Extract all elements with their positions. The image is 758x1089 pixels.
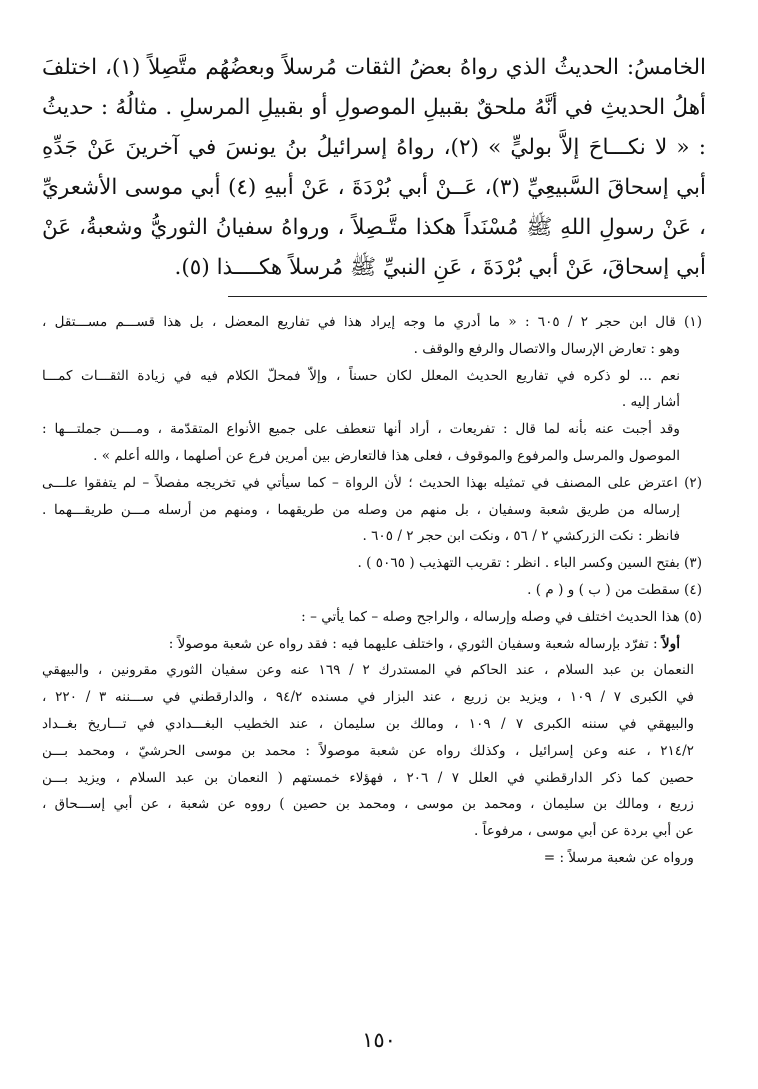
footnote-line: عن أبي بردة عن أبي موسى ، مرفوعاً . [473, 823, 694, 840]
footnote-line: إرساله من طريق شعبة وسفيان ، بل منهم من وصله من طريقهما ، ومنهم من أرسله مـــن طريقـــهما . [42, 501, 680, 518]
footnote-line: (٤) سقطت من ( ب ) و ( م ) . [527, 581, 702, 598]
main-text-body [42, 48, 706, 288]
footnote-line: النعمان بن عبد السلام ، عند الحاكم في المستدرك ٢ / ١٦٩ عنه وعن سفيان الثوري مقرونين ، والبيهقي [42, 662, 694, 679]
footnote-line: والبيهقي في سننه الكبرى ٧ / ١٠٩ ، ومالك بن سليمان ، عند الخطيب البغـــدادي في تـــاريخ بغــداد [42, 715, 695, 732]
footnote-line: الموصول والمرسل والمرفوع والموقوف ، فعلى هذا فالتعارض بين أمرين فرع عن أصلهما ، والله أعلم » . [93, 447, 680, 464]
main-line: الخامسُ: الحديثُ الذي رواهُ بعضُ الثقات مُرسلاً وبعضُهُم متَّصِلاً (١)، اختلفَ أهلُ [42, 55, 706, 120]
footnote-bold-label: أولاً [661, 635, 680, 652]
footnote-line-bold-prefix [42, 631, 702, 658]
footnote-line: (١) قال ابن حجر ٢ / ٦٠٥ : « ما أدري ما وجه إيراد هذا في تفاريع المعضل ، بل هذا قســـم مســـتقل ، [42, 314, 702, 330]
footnote-line: نعم ... لو ذكره في تفاريع الحديث المعلل لكان حسناً ، وإلاّ فمحلّ الكلام فيه في زيادة الثقـــات كمـــا [42, 367, 680, 384]
footnote-line: أشار إليه . [621, 394, 680, 411]
footnote-line: في الكبرى ٧ / ١٠٩ ، ويزيد بن زريع ، عند البزار في مسنده ٩٤/٢ ، والدارقطني في ســـننه ٣ / ٢٢٠ ، [42, 689, 694, 706]
page-number: ١٥٠ [362, 1028, 396, 1052]
footnote-line: فانظر : نكت الزركشي ٢ / ٥٦ ، ونكت ابن حجر ٢ / ٦٠٥ . [362, 528, 680, 545]
footnote-separator [228, 296, 707, 297]
main-line: سفيانُ الثوريُّ وشعبةُ، عَنْ أبي إسحاقَ، عَنْ أبي بُرْدَةَ ، عَنِ النبيِّ ﷺ مُرسلاً هكــــذا (٥). [42, 215, 706, 280]
footnote-line: وقد أجبت عنه بأنه لما قال : تفريعات ، أراد أنها تنعطف على جميع الأنواع المتقدّمة ، ومــــن جملتـــها : [42, 421, 680, 438]
footnote-line: (٥) هذا الحديث اختلف في وصله وإرساله ، والراجح وصله – كما يأتي – : [301, 608, 702, 625]
footnote-line-rest: : تفرّد بإرساله شعبة وسفيان الثوري ، واختلف عليهما فيه : فقد رواه عن شعبة موصولاً : [168, 635, 662, 652]
main-line: بوليٍّ » (٢)، رواهُ إسرائيلُ بنُ يونسَ في آخرينَ عَنْ جَدِّهِ أبي إسحاقَ السَّبيعِيِّ (٣)، عَــنْ أبي [42, 135, 706, 200]
main-line: الحديثِ في أنَّهُ ملحقٌ بقبيلِ الموصولِ أو بقبيلِ المرسلِ . مثالُهُ : حديثُ : « لا نكـــاحَ إلاَّ [42, 95, 706, 160]
main-line: بُرْدَةَ ، عَنْ أبيهِ (٤) أبي موسى الأشعريِّ ، عَنْ رسولِ اللهِ ﷺ مُسْنَداً هكذا متَّـصِلاً ، ورواهُ [42, 175, 706, 240]
footnote-line: (٣) بفتح السين وكسر الباء . انظر : تقريب التهذيب ( ٥٠٦٥ ) . [357, 555, 702, 572]
footnote-line: ٢١٤/٢ ، عنه وعن إسرائيل ، وكذلك رواه عن شعبة موصولاً : محمد بن موسى الحرشيّ ، ومحمد بـــن [42, 742, 694, 759]
footnote-line: زريع ، ومالك بن سليمان ، ومحمد بن موسى ، ومحمد بن حصين ) رووه عن شعبة ، عن أبي إســـحاق ، [42, 796, 694, 813]
footnote-line: (٢) اعترض على المصنف في تمثيله بهذا الحديث ؛ لأن الرواة – كما سيأتي في تخريجه مفصلاً – لم يتفقوا علـــى [42, 474, 702, 491]
footnotes [42, 309, 702, 872]
main-text [42, 48, 706, 288]
footnote-line: ورواه عن شعبة مرسلاً : = [543, 849, 694, 866]
footnote-line: وهو : تعارض الإرسال والاتصال والرفع والوقف . [413, 340, 680, 357]
footnote-line: حصين كما ذكر الدارقطني في العلل ٧ / ٢٠٦ ، فهؤلاء خمستهم ( النعمان بن عبد السلام ، ويزيد بـــن [42, 769, 694, 786]
